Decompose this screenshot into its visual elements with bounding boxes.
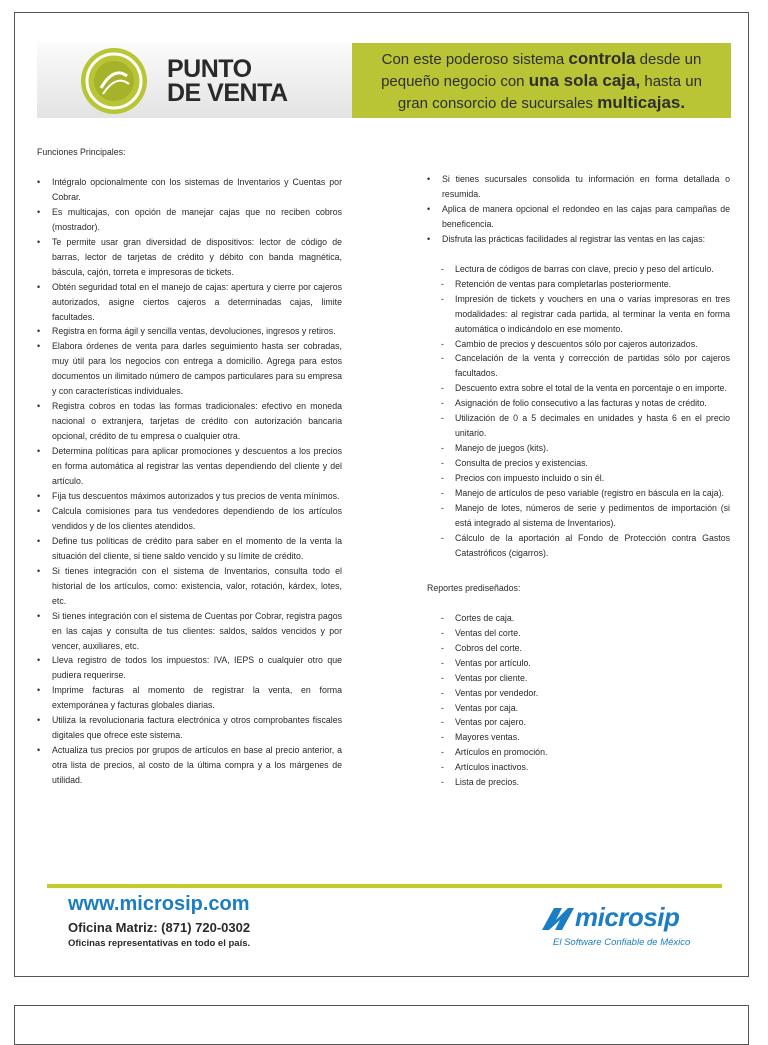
list-item: • Determina políticas para aplicar promociones y descuentos a los precios en forma automática al registrar las ventas dependiendo del cliente y del artículo. (37, 444, 342, 489)
list-item: - Manejo de juegos (kits). (427, 441, 730, 456)
footer-divider (47, 884, 722, 888)
list-item: • Si tienes integración con el sistema de Cuentas por Cobrar, registra pagos en las cajas y consulta de tus clientes: saldos, saldos vencidos y por vencer, auxiliares, etc. (37, 609, 342, 654)
list-item: - Ventas por vendedor. (427, 686, 730, 701)
list-item: - Consulta de precios y existencias. (427, 456, 730, 471)
list-item: • Actualiza tus precios por grupos de artículos en base al precio anterior, a otra lista de precios, al costo de la última compra y a los márgenes de utilidad. (37, 743, 342, 788)
main-functions-list (37, 175, 342, 788)
list-item: - Cancelación de la venta y corrección de partidas sólo por cajeros facultados. (427, 351, 730, 381)
list-item: - Cobros del corte. (427, 641, 730, 656)
left-column (37, 145, 342, 788)
banner-logo-area (37, 43, 352, 118)
register-features-list (427, 262, 730, 561)
list-item: - Cortes de caja. (427, 611, 730, 626)
right-column (427, 172, 730, 790)
brand-name: microsip (575, 902, 680, 932)
reports-list (427, 611, 730, 790)
list-item: • Si tienes integración con el sistema de Inventarios, consulta todo el historial de los artículos, como: existencia, valor, rotación, kárdex, lotes, etc. (37, 564, 342, 609)
list-item: - Lista de precios. (427, 775, 730, 790)
list-item: • Fija tus descuentos máximos autorizados y tus precios de venta mínimos. (37, 489, 342, 504)
list-item: • Te permite usar gran diversidad de dispositivos: lector de código de barras, lector de tarjetas de crédito y débito con banda magnética, báscula, cajón, torreta e impresoras de tickets. (37, 235, 342, 280)
list-item: - Ventas por caja. (427, 701, 730, 716)
list-item: - Artículos inactivos. (427, 760, 730, 775)
offices-note: Oficinas representativas en todo el país. (68, 938, 251, 949)
header-banner (37, 43, 731, 118)
list-item: • Imprime facturas al momento de registrar la venta, en forma extemporánea y facturas globales diarias. (37, 683, 342, 713)
list-item: • Obtén seguridad total en el manejo de cajas: apertura y cierre por cajeros autorizados, asigne ciertos cajeros a determinadas cajas, limite facultades. (37, 280, 342, 325)
list-item: - Cambio de precios y descuentos sólo por cajeros autorizados. (427, 337, 730, 352)
main-office-phone: Oficina Matriz: (871) 720-0302 (68, 920, 251, 935)
list-item: • Disfruta las prácticas facilidades al registrar las ventas en las cajas: (427, 232, 730, 247)
list-item: - Descuento extra sobre el total de la venta en porcentaje o en importe. (427, 381, 730, 396)
list-item: - Precios con impuesto incluido o sin él. (427, 471, 730, 486)
extra-functions-list (427, 172, 730, 247)
list-item: - Utilización de 0 a 5 decimales en unidades y hasta 6 en el precio unitario. (427, 411, 730, 441)
reports-heading: Reportes prediseñados: (427, 582, 521, 593)
list-item: • Intégralo opcionalmente con los sistemas de Inventarios y Cuentas por Cobrar. (37, 175, 342, 205)
list-item: - Mayores ventas. (427, 730, 730, 745)
list-item: - Cálculo de la aportación al Fondo de Protección contra Gastos Catastróficos (cigarros). (427, 531, 730, 561)
list-item: - Manejo de artículos de peso variable (registro en báscula en la caja). (427, 486, 730, 501)
list-item: - Impresión de tickets y vouchers en una o varias impresoras en tres modalidades: al registrar cada partida, al terminar la venta en forma automática o indicándolo en ese momento. (427, 292, 730, 337)
list-item: - Artículos en promoción. (427, 745, 730, 760)
banner-tagline: Con este poderoso sistema controla desde un pequeño negocio con una sola caja, hasta un gran consorcio de sucursales multicajas. (352, 43, 731, 118)
main-functions-heading: Funciones Principales: (37, 147, 126, 157)
brand-tagline: El Software Confiable de México (553, 937, 691, 948)
list-item: - Lectura de códigos de barras con clave, precio y peso del artículo. (427, 262, 730, 277)
list-item: - Asignación de folio consecutivo a las facturas y notas de crédito. (427, 396, 730, 411)
list-item: • Registra en forma ágil y sencilla ventas, devoluciones, ingresos y retiros. (37, 324, 342, 339)
list-item: • Lleva registro de todos los impuestos: IVA, IEPS o cualquier otro que pudiera requerirse. (37, 653, 342, 683)
list-item: • Elabora órdenes de venta para darles seguimiento hasta ser cobradas, muy útil para los negocios con entrega a domicilio. Agrega para estos documentos un ilimitado número de campos particulares para su empresa y con características individuales. (37, 339, 342, 399)
list-item: • Calcula comisiones para tus vendedores dependiendo de los artículos vendidos y de los clientes atendidos. (37, 504, 342, 534)
next-page-edge (14, 1005, 749, 1045)
punto-de-venta-logo-icon (79, 46, 149, 116)
list-item: • Aplica de manera opcional el redondeo en las cajas para campañas de beneficencia. (427, 202, 730, 232)
list-item: • Es multicajas, con opción de manejar cajas que no reciben cobros (mostrador). (37, 205, 342, 235)
list-item: • Registra cobros en todas las formas tradicionales: efectivo en moneda nacional o extranjera, tarjetas de crédito con autorización bancaria opcional, crédito de tu empresa o cualquier otra. (37, 399, 342, 444)
product-title: PUNTO DE VENTA (167, 55, 288, 107)
list-item: - Ventas por artículo. (427, 656, 730, 671)
list-item: - Ventas del corte. (427, 626, 730, 641)
list-item: • Utiliza la revolucionaria factura electrónica y otros comprobantes fiscales digitales que ofrece este sistema. (37, 713, 342, 743)
list-item: • Si tienes sucursales consolida tu información en forma detallada o resumida. (427, 172, 730, 202)
list-item: - Retención de ventas para completarlas posteriormente. (427, 277, 730, 292)
list-item: • Define tus políticas de crédito para saber en el momento de la venta la situación del cliente, si tiene saldo vencido y su límite de crédito. (37, 534, 342, 564)
list-item: - Ventas por cliente. (427, 671, 730, 686)
list-item: - Ventas por cajero. (427, 715, 730, 730)
website-link[interactable]: www.microsip.com (68, 893, 250, 915)
list-item: - Manejo de lotes, números de serie y pedimentos de importación (si está integrado al sistema de Inventarios). (427, 501, 730, 531)
